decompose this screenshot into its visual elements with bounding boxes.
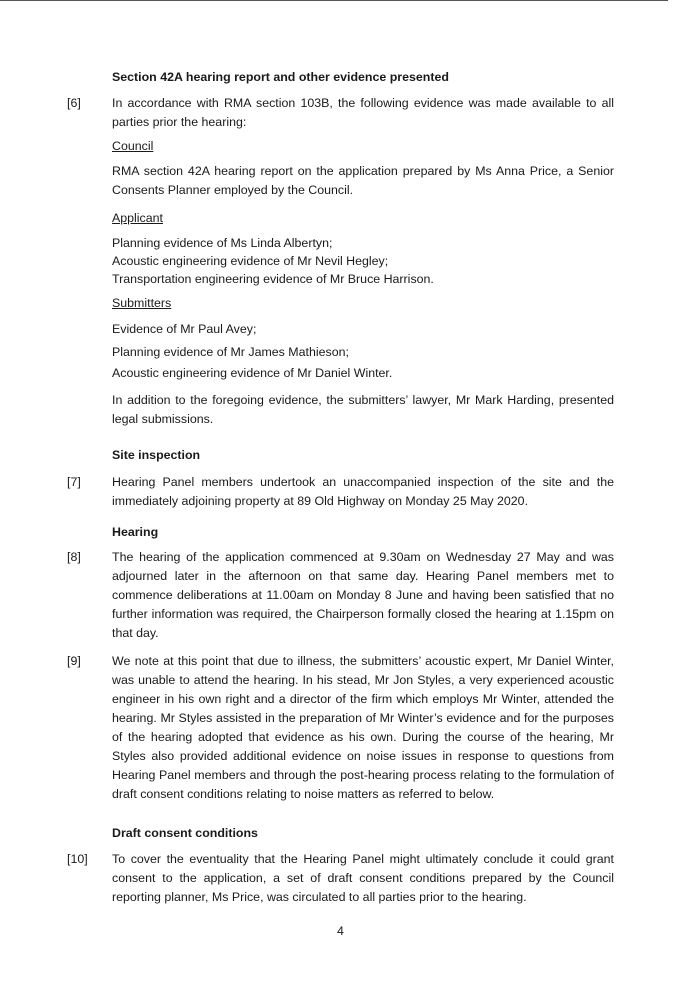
paragraph-number-9: [9] — [67, 654, 81, 668]
submitter-item: Evidence of Mr Paul Avey; — [112, 322, 257, 336]
subheading-applicant: Applicant — [112, 211, 163, 225]
submitter-item: Planning evidence of Mr James Mathieson; — [112, 345, 349, 359]
paragraph-7-text: Hearing Panel members undertook an unaccompanied inspection of the site and the immediately adjoining property at 89 Old Highway on Monday 25 May 2020. — [112, 475, 614, 508]
applicant-item: Transportation engineering evidence of Mr Bruce Harrison. — [112, 272, 434, 286]
applicant-item: Planning evidence of Ms Linda Albertyn; — [112, 236, 333, 250]
paragraph-6-closing: In addition to the foregoing evidence, the submitters’ lawyer, Mr Mark Harding, presented legal submissions. — [112, 393, 614, 426]
paragraph-6-text: In accordance with RMA section 103B, the following evidence was made available to all parties prior the hearing: — [112, 96, 614, 129]
paragraph-9-text: We note at this point that due to illness, the submitters’ acoustic expert, Mr Daniel Winter, was unable to attend the hearing. In his stead, Mr Jon Styles, a very experienced acoustic engineer in his own right and a director of the firm which employs Mr Winter, attended the hearing. Mr Styles assisted in the preparation of Mr Winter’s evidence and for the purposes of the hearing adopted that evidence as his own. During the course of the hearing, Mr Styles also provided additional evidence on noise issues in response to questions from Hearing Panel members and through the post-hearing process relating to the formulation of draft consent conditions relating to noise matters as referred to below. — [112, 654, 614, 801]
submitter-item: Acoustic engineering evidence of Mr Daniel Winter. — [112, 366, 393, 380]
subheading-submitters: Submitters — [112, 296, 172, 310]
council-evidence-text: RMA section 42A hearing report on the application prepared by Ms Anna Price, a Senior Consents Planner employed by the Council. — [112, 164, 614, 197]
section-heading-site-inspection: Site inspection — [112, 448, 201, 462]
paragraph-number-6: [6] — [67, 96, 81, 110]
page-number: 4 — [337, 924, 344, 938]
paragraph-number-10: [10] — [67, 852, 88, 866]
paragraph-number-8: [8] — [67, 550, 81, 564]
applicant-item: Acoustic engineering evidence of Mr Nevil Hegley; — [112, 254, 389, 268]
section-heading-draft-conditions: Draft consent conditions — [112, 826, 258, 840]
page-top-rule — [0, 0, 668, 1]
section-heading-hearing: Hearing — [112, 525, 159, 539]
paragraph-number-7: [7] — [67, 475, 81, 489]
section-heading-evidence: Section 42A hearing report and other evidence presented — [112, 70, 449, 84]
paragraph-8-text: The hearing of the application commenced at 9.30am on Wednesday 27 May and was adjourned later in the afternoon on that same day. Hearing Panel members met to commence deliberations at 11.00am on Monday 8 June and having been satisfied that no further information was required, the Chairperson formally closed the hearing at 1.15pm on that day. — [112, 550, 614, 640]
subheading-council: Council — [112, 139, 154, 153]
paragraph-10-text: To cover the eventuality that the Hearing Panel might ultimately conclude it could grant consent to the application, a set of draft consent conditions prepared by the Council reporting planner, Ms Price, was circulated to all parties prior to the hearing. — [112, 852, 614, 904]
